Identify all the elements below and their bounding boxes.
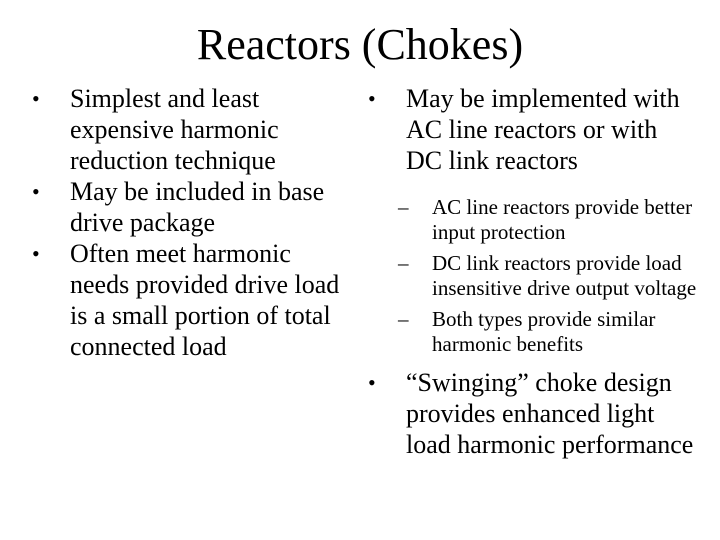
bullet-item xyxy=(368,367,698,460)
left-bullet-list xyxy=(32,83,350,362)
sub-bullet-item xyxy=(368,251,698,301)
sub-bullet-item xyxy=(368,307,698,357)
bullet-icon: • xyxy=(32,179,40,204)
bullet-icon: • xyxy=(368,86,376,111)
bullet-icon: • xyxy=(368,370,376,395)
bullet-text: May be implemented with AC line reactors or with DC link reactors xyxy=(406,84,680,175)
dash-icon: – xyxy=(398,251,409,275)
sub-bullet-text: Both types provide similar harmonic benefits xyxy=(432,307,656,356)
bullet-item xyxy=(368,83,698,176)
bullet-item xyxy=(32,238,350,362)
sub-bullet-item xyxy=(368,195,698,245)
bullet-text: Simplest and least expensive harmonic reduction technique xyxy=(70,84,279,175)
slide-title: Reactors (Chokes) xyxy=(196,20,524,69)
bullet-text: “Swinging” choke design provides enhanced light load harmonic performance xyxy=(406,368,694,459)
bullet-icon: • xyxy=(32,241,40,266)
dash-icon: – xyxy=(398,195,409,219)
sub-bullet-text: AC line reactors provide better input protection xyxy=(432,195,693,244)
sub-bullet-list xyxy=(368,195,698,357)
bullet-text: Often meet harmonic needs provided drive load is a small portion of total connected load xyxy=(70,239,340,361)
bullet-item xyxy=(32,176,350,238)
bullet-text: May be included in base drive package xyxy=(70,177,325,237)
bullet-icon: • xyxy=(32,86,40,111)
bullet-item xyxy=(32,83,350,176)
right-bullet-list xyxy=(368,83,698,460)
dash-icon: – xyxy=(398,307,409,331)
sub-bullet-text: DC link reactors provide load insensitive drive output voltage xyxy=(432,251,697,300)
